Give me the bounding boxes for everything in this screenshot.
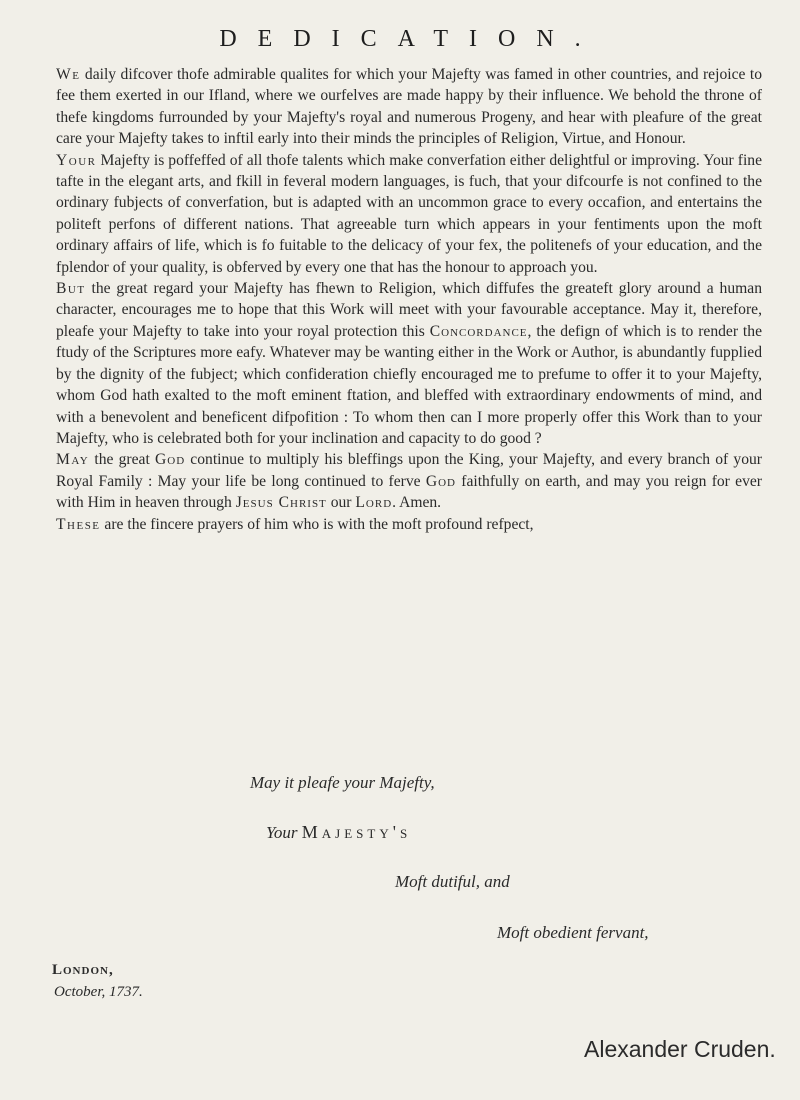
closing-salutation: May it pleafe your Majefty, bbox=[250, 773, 435, 792]
date-line: October, 1737. bbox=[54, 984, 143, 1000]
closing-dutiful: Moft dutiful, and bbox=[395, 872, 510, 891]
closing-servant: Moft obedient fervant, bbox=[497, 923, 649, 942]
place-line: London, bbox=[52, 962, 114, 978]
paragraph-3: But the great regard your Majefty has fhewn to Religion, which diffufes the greateft glory around a human character, encourages me to hope that this Work will meet with your favourable acceptance. May it, therefore, pleafe your Majefty to take into your royal protection this Concordance, the defign of which is to render the ftudy of the Scriptures more eafy. Whatever may be wanting either in the Work or Author, is abundantly fupplied by the dignity of the fubject; which confideration chiefly encouraged me to prefume to offer it to your Majefty, whom God hath exalted to the moft eminent ftation, and bleffed with extraordinary endowments of mind, and with a benevolent and beneficent difpofition : To whom then can I more properly offer this Work than to your Majefty, who is celebrated both for your inclination and capacity to do good ? bbox=[56, 280, 762, 447]
paragraph-5: These are the fincere prayers of him who is with the moft profound refpect, bbox=[56, 515, 534, 533]
closing-majesty: Your Majesty's bbox=[266, 822, 412, 842]
page-title: DEDICATION. bbox=[219, 26, 602, 52]
paragraph-2: Your Majefty is poffeffed of all thofe talents which make converfation either delightful or improving. Your fine tafte in the elegant arts, and fkill in feveral modern languages, is fuch, that your difcourfe is not confined to the ordinary fubjects of converfation, but is adapted with an uncommon grace to every occafion, and entertains the politeft perfons of different nations. That agreeable turn which appears in your fentiments upon the moft ordinary affairs of life, which is fo fuitable to the delicacy of your fex, the politenefs of your education, and the fplendor of your quality, is obferved by every one that has the honour to approach you. bbox=[56, 151, 762, 276]
dedication-body bbox=[56, 64, 762, 535]
paragraph-1: We daily difcover thofe admirable qualites for which your Majefty was famed in other countries, and rejoice to fee them exerted in our Ifland, where we ourfelves are made happy by their influence. We behold the throne of thefe kingdoms furrounded by your Majefty's royal and numerous Progeny, and hear with pleafure of the great care your Majefty takes to inftil early into their minds the principles of Religion, Virtue, and Honour. bbox=[56, 66, 762, 148]
author-signature: Alexander Cruden. bbox=[584, 1036, 776, 1062]
paragraph-4: May the great God continue to multiply his bleffings upon the King, your Majefty, and every branch of your Royal Family : May your life be long continued to ferve God faithfully on earth, and may you reign for ever with Him in heaven through Jesus Christ our Lord. Amen. bbox=[56, 451, 762, 512]
